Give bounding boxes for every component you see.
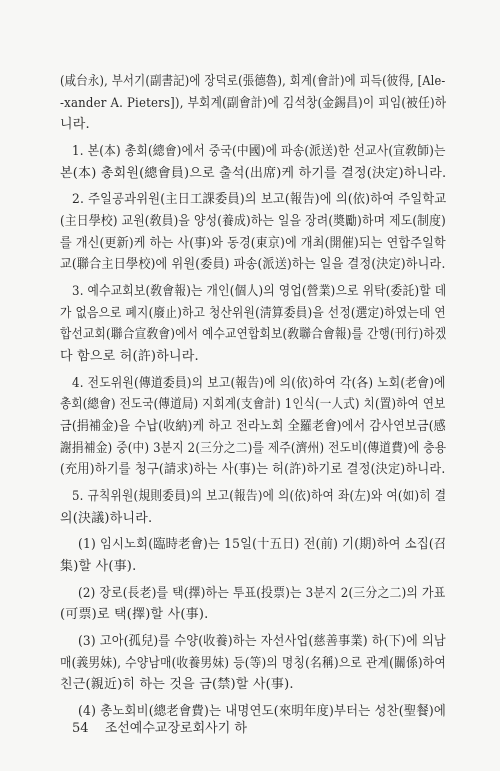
text-line: 매(義男妹), 수양남매(收養男妹) 등(等)의 명칭(名稱)으로 관계(關係)하여 [60,655,446,671]
text-line: 4. 전도위원(傳道委員)의 보고(報告)에 의(依)하여 각(各) 노회(老會)에 [72,375,446,391]
text-line: (咸台永), 부서기(副書記)에 장덕로(張德魯), 회계(會計)에 피득(彼得, [Ale- [60,74,446,89]
text-line: (主日學校) 교원(敎員)을 양성(養成)하는 일을 장려(奬勵)하며 제도(制度) [60,214,446,229]
text-line: 의(決議)하니라. [60,510,153,526]
text-line: 를 개신(更新)케 하는 사(事)와 동경(東京)에 개최(開催)되는 연합주일학 [60,235,446,251]
text-line: 謝捐補金) 중(中) 3분지 2(三分之二)를 제주(濟州) 전도비(傳道費)에 충용 [60,440,447,456]
text-line: 다 함으로 허(許)하니라. [60,349,199,364]
text-line: 합선교회(聯合宣敎會)에서 예수교연합회보(敎聯合會報)를 간행(刊行)하겠 [60,327,447,343]
text-line: (充用)하기를 청구(請求)하는 사(事)는 허(許)하기로 결정(決定)하니라. [60,462,446,478]
text-line: 集)할 사(事). [60,559,137,574]
text-line: 가 없음으로 폐지(廢止)하고 청산위원(淸算委員)을 선정(選定)하였는데 연 [60,305,446,321]
page-number: 54 [72,721,89,736]
text-line: (2) 장로(長老)를 택(擇)하는 투표(投票)는 3분지 2(三分之二)의 가표 [78,585,446,601]
text-line: (1) 임시노회(臨時老會)는 15일(十五日) 전(前) 기(期)하여 소집(召 [78,537,447,553]
text-line: 금(捐補金)을 수납(收納)케 하고 전라노회 全羅老會)에서 감사연보금(感 [60,419,446,434]
text-line: 총회(總會) 전도국(傳道局) 지회계(支會計) 1인식(一人式) 치(置)하여 연보 [60,397,446,413]
page-footer [72,717,247,736]
text-line: 3. 예수교회보(敎會報)는 개인(個人)의 영업(營業)으로 위탁(委託)할 데 [72,284,447,299]
text-line: 5. 규칙위원(規則委員)의 보고(報告)에 의(依)하여 좌(左)와 여(如)히 결 [72,489,447,504]
text-line: 본(本) 총회원(總會員)으로 출석(出席)케 하기를 결정(決定)하니라. [60,165,447,181]
text-line: 1. 본(本) 총회(總會)에서 중국(中國)에 파송(派送)한 선교사(宣敎師)는 [72,144,446,159]
text-line: 교(聯合主日學校)에 위원(委員) 파송(派送)하는 일을 결정(決定)하니라. [60,257,446,273]
text-line: 친근(親近)히 하는 것을 금(禁)할 사(事). [60,677,294,693]
text-line: 니라. [60,117,90,133]
text-line: (可票)로 택(擇)할 사(事). [60,607,209,623]
text-line: -xander A. Pieters]), 부회계(副會計)에 김석창(金錫昌)이 피임(被任)하 [60,95,447,111]
text-line: (3) 고아(孤兒)를 수양(收養)하는 자선사업(慈善事業) 하(下)에 의남 [78,634,446,649]
text-line: 2. 주일공과위원(主日工課委員)의 보고(報告)에 의(依)하여 주일학교 [72,192,447,208]
book-title: 조선예수교장로회사기 하 [104,721,247,736]
text-line: (4) 총노회비(總老會費)는 내명연도(來明年度)부터는 성찬(聖餐)에 [78,704,447,719]
